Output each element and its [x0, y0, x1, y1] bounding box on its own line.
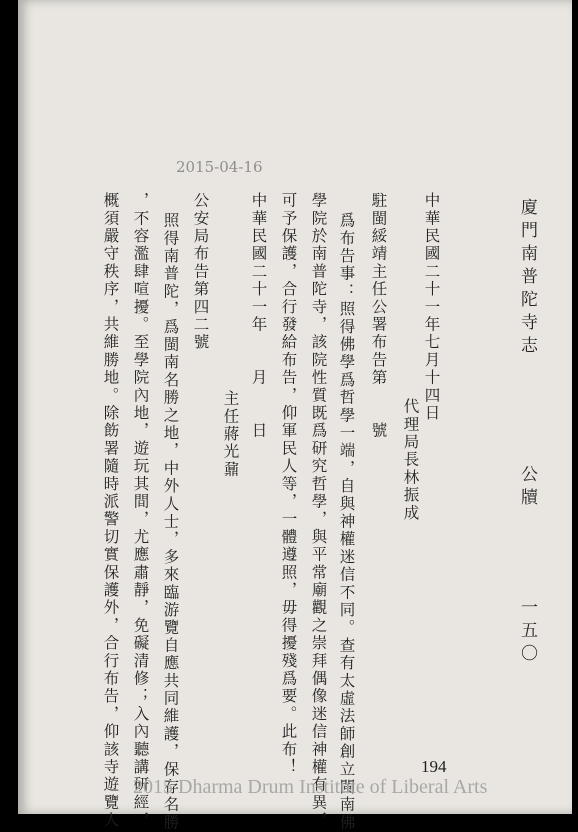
text-column-3: 駐閩綏靖主任公署布告第 號 [369, 192, 388, 440]
text-column-2: 代理局長林振成 [401, 398, 420, 522]
text-column-5: 學院於南普陀寺，該院性質既爲研究哲學，與平常廟觀之崇拜偶像迷信神權有異， [309, 192, 328, 830]
book-title: 廈門南普陀寺志 [517, 198, 537, 359]
text-column-10: 照得南普陀，爲閩南名勝之地，中外人士，多來臨游覽自應共同維護，保存名勝 [161, 212, 180, 832]
text-column-1: 中華民國二十一年七月十四日 [422, 192, 441, 423]
watermark-text: 2015 Dharma Drum Institute of Liberal Arts [133, 776, 488, 798]
section-title: 公牘 [517, 465, 537, 511]
text-column-8: 主任蔣光鼐 [221, 390, 240, 479]
book-page [18, 0, 572, 832]
archive-date-stamp: 2015-04-16 [176, 158, 263, 176]
text-column-6: 可予保護，合行發給布告，仰軍民人等，一體遵照，毋得擾殘爲要。此布！ [279, 192, 298, 777]
page-number: 194 [421, 757, 447, 776]
text-column-4: 爲布告事：照得佛學爲哲學一端，自與神權迷信不同。查有太虛法師創立閩南佛 [337, 212, 356, 832]
text-column-7: 中華民國二十一年 月 日 [249, 192, 268, 440]
text-column-11: ，不容濫肆喧擾。至學院內地，遊玩其間，尤應肅靜，免礙清修；入內聽講研經， [131, 192, 150, 830]
text-column-9: 公安局布告第四二號 [191, 192, 210, 352]
page-number-chinese: 一五〇 [517, 598, 537, 667]
text-column-12: 概須嚴守秩序，共維勝地。除飭署隨時派警切實保護外，合行布告，仰該寺遊覽人 [101, 192, 120, 830]
